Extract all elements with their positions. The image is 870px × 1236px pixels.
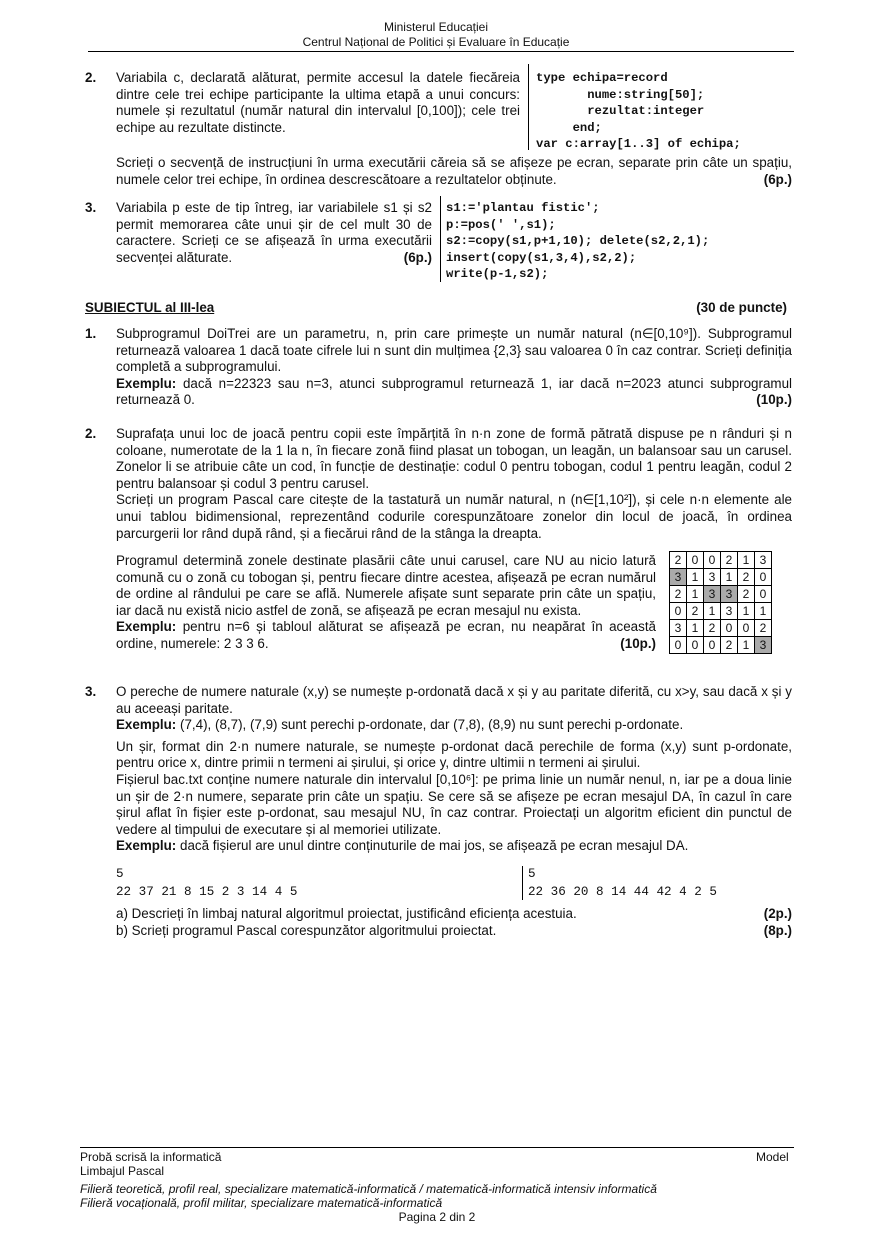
code-line: s2:=copy(s1,p+1,10); delete(s2,2,1); [446, 234, 710, 249]
grid-cell: 3 [704, 586, 721, 603]
s2-q2-number: 2. [85, 70, 97, 85]
s3-q2-block2 [116, 553, 656, 653]
grid-cell: 2 [704, 620, 721, 637]
grid-cell: 3 [670, 620, 687, 637]
grid-cell: 2 [738, 586, 755, 603]
part-a-text: a) Descrieți în limbaj natural algoritmul proiectat, justificând eficiența acestuia. [116, 906, 577, 921]
s3-q3-p2: Un șir, format din 2·n numere naturale, se numește p-ordonat dacă perechile de forma (x,y) sunt p-ordonate, pentru orice x, dintre primii n termeni ai șirului, și orice y, dintre ultimii n termeni ai șirului. [116, 738, 792, 771]
footer-rule [80, 1147, 794, 1148]
example-text: (7,4), (8,7), (7,9) sunt perechi p-ordonate, dar (7,8), (8,9) nu sunt perechi p-ordonate. [180, 717, 684, 733]
s3-q2-block [116, 426, 792, 542]
example-text: pentru n=6 și tabloul alăturat se afișează pe ecran, nu neapărat în această ordine, numerele: 2 3 3 6. [116, 619, 656, 651]
file1-line2: 22 37 21 8 15 2 3 14 4 5 [116, 885, 298, 899]
grid-cell: 0 [687, 552, 704, 569]
header-center: Centrul Național de Politici și Evaluare în Educație [302, 35, 570, 49]
s3-q1-text: Subprogramul DoiTrei are un parametru, n, prin care primește un număr natural (n∈[0,10⁹]). Subprogramul returnează valoarea 1 dacă toate cifrele lui n sunt din mulțimea {2,3} sau valoarea 0 în caz contrar. Scrieți definiția completă a subprogramului. [116, 326, 792, 375]
grid-cell: 3 [721, 603, 738, 620]
grid-cell: 1 [721, 569, 738, 586]
grid-cell: 0 [755, 569, 772, 586]
file2-line1: 5 [528, 867, 536, 881]
grid-row [670, 569, 772, 586]
grid-cell: 3 [721, 586, 738, 603]
file1-line1: 5 [116, 867, 124, 881]
part-a-points: (2p.) [763, 906, 792, 921]
grid-cell: 3 [755, 637, 772, 654]
example-label: Exemplu: [116, 619, 177, 635]
code-line: insert(copy(s1,3,4),s2,2); [446, 250, 637, 265]
section-points: (30 de puncte) [696, 300, 787, 315]
example-text: dacă n=22323 sau n=3, atunci subprogramul returnează 1, iar dacă n=2023 atunci subprogramul returnează 0. [116, 375, 792, 408]
grid-cell: 3 [755, 552, 772, 569]
grid-cell: 1 [738, 603, 755, 620]
s3-q3-part-b [116, 923, 792, 940]
s3-q1-points: (10p.) [756, 392, 792, 408]
playground-grid [669, 551, 772, 654]
grid-cell: 3 [704, 569, 721, 586]
grid-cell: 1 [755, 603, 772, 620]
s2-q2-task-text: Scrieți o secvență de instrucțiuni în urma executării căreia să se afișeze pe ecran, separate prin câte un spațiu, numele celor trei echipe, în ordinea descrescătoare a rezultatelor obținute. [116, 155, 792, 187]
grid-cell: 1 [738, 552, 755, 569]
grid-cell: 2 [755, 620, 772, 637]
s3-q3-p1: O pereche de numere naturale (x,y) se numește p-ordonată dacă x și y au paritate diferită, cu x>y, sau dacă x și y au aceeași paritate. [116, 684, 792, 716]
example-label: Exemplu: [116, 838, 177, 854]
part-b-text: b) Scrieți programul Pascal corespunzător algoritmului proiectat. [116, 923, 497, 938]
footer-track1: Filieră teoretică, profil real, specializare matematică-informatică / matematică-informatică intensiv informatică [80, 1182, 657, 1196]
s3-q3-number: 3. [85, 684, 97, 699]
grid-cell: 2 [721, 552, 738, 569]
s2-q3-text-block [116, 200, 432, 266]
grid-cell: 1 [687, 586, 704, 603]
s3-q1-block [116, 326, 792, 409]
footer-model: Model [756, 1150, 789, 1164]
grid-cell: 2 [738, 569, 755, 586]
code-line: p:=pos(' ',s1); [446, 217, 556, 232]
example-text: dacă fișierul are unul dintre conținuturile de mai jos, se afișează pe ecran mesajul DA. [180, 838, 689, 854]
grid-cell: 2 [687, 603, 704, 620]
footer-exam: Probă scrisă la informatică [80, 1150, 222, 1164]
example-label: Exemplu: [116, 375, 177, 391]
footer-page: Pagina 2 din 2 [398, 1210, 476, 1224]
code-line: var c:array[1..3] of echipa; [536, 137, 741, 152]
s3-q2-p1: Suprafața unui loc de joacă pentru copii este împărțită în n·n zone de formă pătrată dispuse pe n rânduri și n coloane, numerotate de la 1 la n, în fiecare zonă fiind plasat un tobogan, un leagăn, un balansoar sau un carusel. Zonelor li se atribuie câte un cod, în funcție de destinație: codul 0 pentru tobogan, codul 1 pentru leagăn, codul 2 pentru balansoar și codul 3 pentru carusel. [116, 426, 792, 491]
s2-q2-points: (6p.) [763, 171, 792, 187]
s2-q3-code-divider [440, 196, 441, 282]
s3-q3-example1 [116, 717, 792, 734]
s2-q3-text: Variabila p este de tip întreg, iar variabilele s1 și s2 permit memorarea câte unui șir de cel mult 30 de caractere. Scrieți ce se afișează în urma executării secvenței alăturate. [116, 200, 432, 265]
grid-cell: 0 [755, 586, 772, 603]
s3-q2-example [116, 619, 656, 652]
s3-q3-p3: Fișierul bac.txt conține numere naturale din intervalul [0,10⁶]: pe prima linie un număr nenul, n, iar pe a doua linie un șir de 2·n numere, separate prin câte un spațiu. Se cere să se afișeze pe ecran mesajul DA, în cazul în care șirul aflat în fișier este p-ordonat, sau mesajul NU, în caz contrar. Proiectați un algoritm eficient din punctul de vedere al timpului de executare și al memoriei utilizate. [116, 771, 792, 837]
grid-cell: 1 [687, 569, 704, 586]
s2-q3-number: 3. [85, 200, 97, 215]
grid-cell: 2 [670, 586, 687, 603]
example-label: Exemplu: [116, 717, 177, 733]
part-b-points: (8p.) [763, 923, 792, 938]
grid-cell: 2 [670, 552, 687, 569]
grid-cell: 3 [670, 569, 687, 586]
grid-row [670, 603, 772, 620]
s2-q3-code [446, 200, 709, 283]
grid-cell: 0 [687, 637, 704, 654]
grid-cell: 1 [738, 637, 755, 654]
s3-q2-p2: Scrieți un program Pascal care citește de la tastatură un număr natural, n (n∈[1,10²]), și cele n·n elemente ale unui tablou bidimensional, reprezentând codurile corespunzătoare zonelor din locul de joacă, în ordinea parcurgerii lor rând după rând, și a fiecărui rând de la stânga la dreapta. [116, 492, 792, 541]
grid-cell: 2 [721, 637, 738, 654]
s3-q2-number: 2. [85, 426, 97, 441]
grid-cell: 0 [721, 620, 738, 637]
grid-row [670, 586, 772, 603]
code-line: end; [536, 120, 602, 135]
grid-cell: 0 [670, 637, 687, 654]
grid-cell: 0 [670, 603, 687, 620]
code-line: write(p-1,s2); [446, 267, 549, 282]
s2-q3-points: (6p.) [403, 249, 432, 265]
grid-row [670, 637, 772, 654]
grid-row [670, 552, 772, 569]
grid-cell: 0 [704, 637, 721, 654]
s3-q2-points: (10p.) [620, 635, 656, 651]
grid-cell: 1 [687, 620, 704, 637]
footer-language: Limbajul Pascal [80, 1164, 165, 1178]
s3-q2-p3: Programul determină zonele destinate plasării câte unui carusel, care NU au nicio latură comună cu o zonă cu tobogan și, pentru fiecare dintre acestea, afișează pe ecran numărul de ordine al rândului pe care se află. Numerele afișate sunt separate prin câte un spațiu, iar dacă nu există nicio astfel de zonă, se afișează pe ecran mesajul nu exista. [116, 553, 656, 618]
header-rule [88, 51, 794, 52]
s3-q1-example [116, 376, 792, 409]
s2-q2-code [536, 70, 741, 153]
code-line: type echipa=record [536, 71, 668, 85]
code-line: s1:='plantau fistic'; [446, 201, 600, 215]
section-title: SUBIECTUL al III-lea [85, 300, 215, 315]
s3-q3-part-a [116, 906, 792, 923]
s3-q3-example2 [116, 838, 792, 855]
s2-q2-task [116, 155, 792, 188]
footer-track2: Filieră vocațională, profil militar, specializare matematică-informatică [80, 1196, 443, 1210]
s3-q3-file-divider [522, 866, 523, 900]
header-ministry: Ministerul Educației [383, 20, 489, 34]
s3-q1-number: 1. [85, 326, 97, 341]
grid-cell: 0 [704, 552, 721, 569]
code-line: rezultat:integer [536, 104, 705, 119]
s2-q2-text: Variabila c, declarată alăturat, permite accesul la datele fiecăreia dintre cele trei echipe participante la ultima etapă a unui concurs: numele și rezultatul (număr natural din intervalul [0,100]); cele trei echipe au rezultate distincte. [116, 70, 520, 135]
grid-cell: 0 [738, 620, 755, 637]
grid-row [670, 620, 772, 637]
grid-cell: 1 [704, 603, 721, 620]
code-line: nume:string[50]; [536, 87, 705, 102]
s3-q3-block [116, 684, 792, 855]
s2-q2-code-divider [528, 64, 529, 150]
file2-line2: 22 36 20 8 14 44 42 4 2 5 [528, 885, 717, 899]
